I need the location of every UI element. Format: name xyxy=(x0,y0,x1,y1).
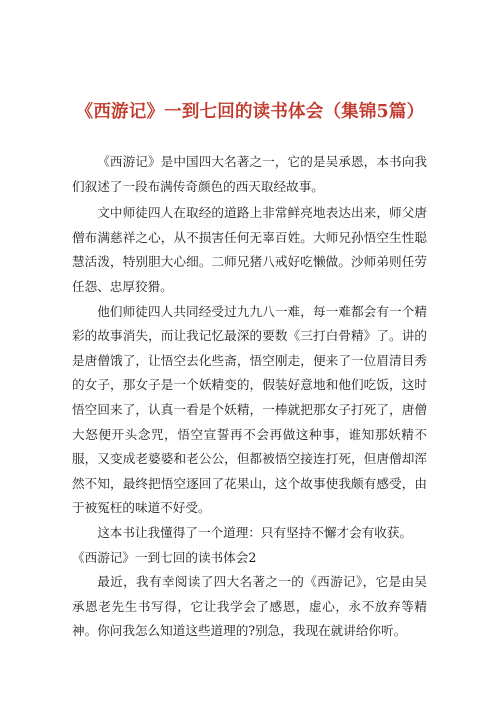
paragraph: 这本书让我懂得了一个道理：只有坚持不懈才会有收获。 xyxy=(97,524,413,540)
section-heading: 《西游记》一到七回的读书体会2 xyxy=(72,549,257,565)
paragraph: 《西游记》是中国四大名著之一，它的是吴承恩，本书向我们叙述了一段布满传奇颜色的西天取经故事。 xyxy=(72,154,427,194)
document-title: 《西游记》一到七回的读书体会（集锦5篇） xyxy=(75,102,425,122)
paragraph: 他们师徒四人共同经受过九九八一难，每一难都会有一个精彩的故事消失，而让我记忆最深的要数《三打白骨精》了。讲的是唐僧饿了，让悟空去化些斋，悟空刚走，便来了一位眉清目秀的女子，那女子是一个妖精变的，假装好意地和他们吃饭，这时悟空回来了，认真一看是个妖精，一棒就把那女子打死了，唐僧大怒便开头念咒，悟空宣誓再不会再做这种事，谁知那妖精不服，又变成老婆婆和老公公，但都被悟空接连打死，但唐僧却浑然不知，最终把悟空逐回了花果山，这个故事使我颇有感受，由于被冤枉的味道不好受。 xyxy=(72,303,427,516)
paragraph: 最近，我有幸阅读了四大名著之一的《西游记》，它是由吴承恩老先生书写得，它让我学会了感恩，虚心，永不放弃等精神。你问我怎么知道这些道理的?别急，我现在就讲给你听。 xyxy=(72,574,427,639)
document-body xyxy=(72,150,427,644)
paragraph: 文中师徒四人在取经的道路上非常鲜亮地表达出来，师父唐僧布满慈祥之心，从不损害任何无辜百姓。大师兄孙悟空生性聪慧活泼，特别胆大心细。二师兄猪八戒好吃懒做。沙师弟则任劳任怨、忠厚狡猾。 xyxy=(72,205,427,294)
